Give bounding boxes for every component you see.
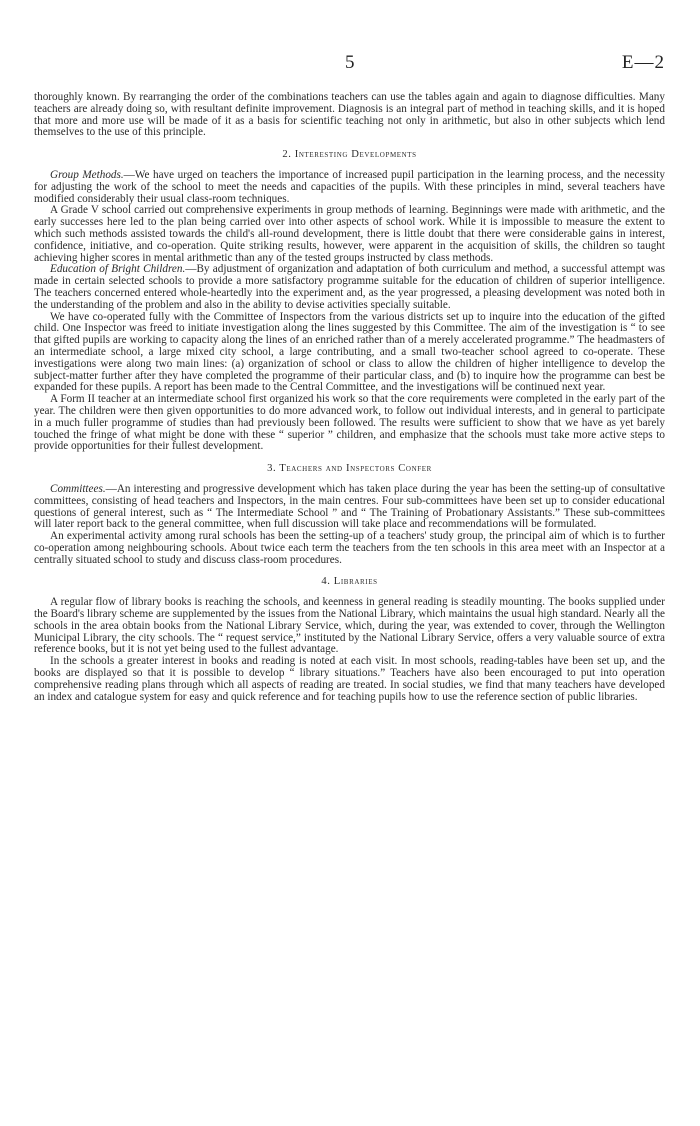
- section-heading-interesting-developments: 2. Interesting Developments: [282, 149, 417, 161]
- group-methods-lead: Group Methods.: [50, 168, 124, 181]
- section-heading-teachers-inspectors: 3. Teachers and Inspectors Confer: [267, 463, 432, 475]
- page-number: 5: [345, 52, 355, 73]
- committees-text: —An interesting and progressive development which has taken place during the year has been the setting-up of consultative committees, consisting of head teachers and Inspectors, in the main centres. Four sub-committees have been set up to consider educational questions of general interest, such as “ The Intermediate School ” and “ The Training of Probationary Assistants.” These sub-committees will later report back to the general committee, when full discussion will take place and recommendations will be formulated.: [34, 482, 665, 531]
- committees-paragraph: [34, 484, 665, 531]
- bright-children-paragraph: [34, 264, 665, 311]
- form-ii-paragraph: A Form II teacher at an intermediate school first organized his work so that the core requirements were completed in the early part of the year. The children were then given opportunities to do more advanced work, to follow out individual interests, and in general to participate in a much fuller programme of studies than had previously been followed. The results were sufficient to show that we have as yet barely touched the fringe of what might be done with these “ superior ” children, and emphasize that the schools must take more active steps to provide opportunities for their fullest development.: [34, 393, 665, 453]
- intro-paragraph: thoroughly known. By rearranging the order of the combinations teachers can use the tables again and again to diagnose difficulties. Many teachers are already doing so, with resultant definite improvement. Diagnosis is an integral part of method in teaching skills, and it is hoped that more and more use will be made of it as a basis for scientific teaching not only in arithmetic, but also in other subjects which lend themselves to the use of this principle.: [34, 91, 665, 139]
- reading-interest-paragraph: In the schools a greater interest in books and reading is noted at each visit. In most schools, reading-tables have been set up, and the books are displayed so that it is possible to develop “ library situations.” Teachers have also been encouraged to put into operation comprehensive reading plans through which all aspects of reading are treated. In social studies, we find that many teachers have developed an index and catalogue system for easy and quick reference and for teaching pupils how to use the reference section of public libraries.: [34, 655, 665, 703]
- body-text: [34, 92, 665, 703]
- library-flow-paragraph: A regular flow of library books is reaching the schools, and keenness in general reading is steadily mounting. The books supplied under the Board's library scheme are supplemented by the issues from the National Library, which maintains the usual high standard. Nearly all the schools in the area obtain books from the National Library Service, which, during the year, was extended to cover, through the Wellington Municipal Library, the city schools. The “ request service,” instituted by the National Library Service, offers a very valuable source of extra reference books, but it is not yet being used to the fullest advantage.: [34, 596, 665, 656]
- committees-lead: Committees.: [50, 482, 106, 495]
- section-heading-libraries: 4. Libraries: [321, 576, 378, 588]
- bright-children-text: —By adjustment of organization and adaptation of both curriculum and method, a successful attempt was made in certain selected schools to provide a more satisfactory programme suitable for the education of children of superior intelligence. The teachers concerned entered whole-heartedly into the experiment and, as the year progressed, a pleasing development was noted both in the understanding of the problem and also in the ability to devise activities specially suitable.: [34, 263, 665, 311]
- committee-cooperation-paragraph: We have co-operated fully with the Committee of Inspectors from the various districts set up to inquire into the education of the gifted child. One Inspector was freed to initiate investigation along the lines suggested by this Committee. The aim of the investigation is “ to see that gifted pupils are working to capacity along the lines of an enriched rather than of a merely accelerated programme.” The headmasters of an intermediate school, a large mixed city school, a large contributing, and a small two-teacher school agreed to co-operate. These investigations were along two main lines: (a) organization of school or class to allow the children of higher intelligence to develop the subject-matter further after they have completed the programme of their particular class, and (b) to inquire how the programme can best be expanded for these pupils. A report has been made to the Central Committee, and the investigations will be continued next year.: [34, 310, 665, 394]
- group-methods-paragraph: [34, 170, 665, 205]
- document-code: E—2: [621, 52, 665, 73]
- bright-children-lead: Education of Bright Children.: [50, 263, 186, 276]
- document-page: [34, 52, 665, 703]
- study-group-paragraph: An experimental activity among rural schools has been the setting-up of a teachers' study group, the principal aim of which is to further co-operation among neighbouring schools. About twice each term the teachers from the ten schools in this area meet with an Inspector at a centrally situated school to study and discuss class-room procedures.: [34, 530, 665, 566]
- group-methods-text: —We have urged on teachers the importance of increased pupil participation in the learning process, and the necessity for adjusting the work of the school to meet the needs and capacities of the pupils. With these principles in mind, several teachers have modified considerably their usual class-room techniques.: [34, 168, 665, 205]
- grade-v-paragraph: A Grade V school carried out comprehensive experiments in group methods of learning. Beginnings were made with arithmetic, and the early successes here led to the plan being carried over into other aspects of school work. While it is impossible to measure the extent to which such methods assisted towards the child's all-round development, there is little doubt that there were considerable gains in interest, confidence, initiative, and co-operation. Quite striking results, however, were apparent in the acquisition of skills, the children so taught achieving higher scores in mental arithmetic than any of the tested groups instructed by class methods.: [34, 204, 665, 264]
- page-header: [34, 52, 665, 74]
